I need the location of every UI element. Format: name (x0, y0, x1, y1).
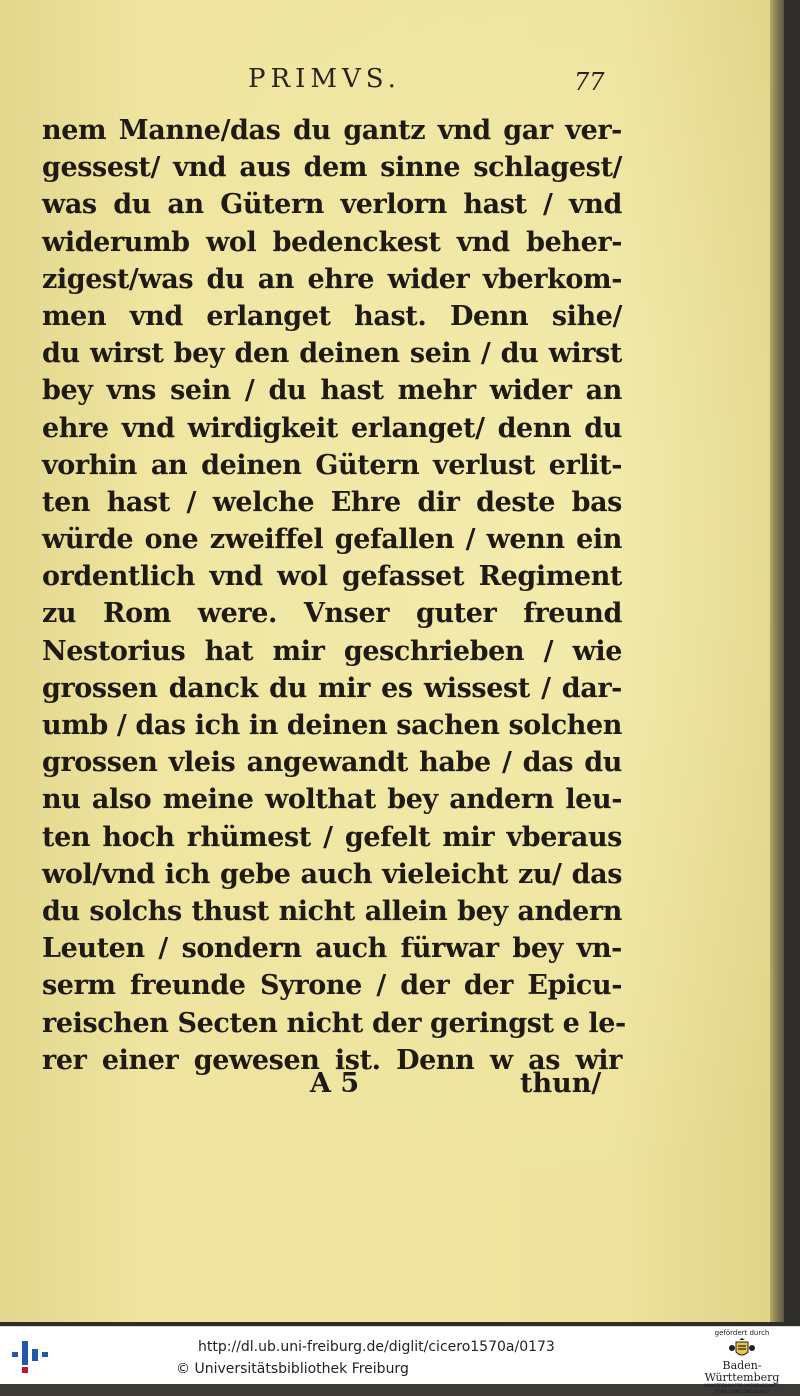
sponsor-badge[interactable] (690, 1329, 794, 1396)
sponsor-name: Baden-Württemberg (704, 1359, 780, 1384)
text-line: men vnd erlanget hast. Denn sihe/ (42, 300, 622, 332)
text-line: grossen danck du mir es wissest / dar- (42, 672, 622, 704)
permalink-url[interactable]: http://dl.ub.uni-freiburg.de/diglit/cicero1570a/0173 (198, 1339, 555, 1355)
text-line: würde one zweiffel gefallen / wenn ein (42, 524, 622, 556)
text-line: Nestorius hat mir geschrieben / wie (42, 635, 622, 667)
text-line: umb / das ich in deinen sachen solchen (42, 710, 622, 741)
ub-freiburg-logo-icon[interactable] (10, 1335, 52, 1375)
page-foot (0, 1068, 770, 1108)
text-line: nu also meine wolthat bey andern leu- (42, 784, 622, 816)
copyright-notice: © Universitätsbibliothek Freiburg (176, 1361, 409, 1377)
text-line: ten hoch rhümest / gefelt mir vberaus (42, 821, 622, 853)
page-edge (770, 0, 784, 1322)
page-number: 77 (574, 68, 605, 96)
text-line: du solchs thust nicht allein bey andern (42, 895, 622, 927)
text-line: serm freunde Syrone / der der Epicu- (42, 970, 622, 1002)
catchword: thun/ (520, 1068, 602, 1099)
page-header (0, 58, 770, 98)
text-line: widerumb wol bedenckest vnd beher- (42, 226, 622, 258)
text-line: ten hast / welche Ehre dir deste bas (42, 486, 622, 518)
text-line: reischen Secten nicht der geringst e le- (42, 1007, 626, 1039)
text-line: rer einer gewesen ist. Denn w as wir (42, 1044, 622, 1076)
text-line: was du an Gütern verlorn hast / vnd (42, 189, 622, 221)
signature-mark: A 5 (310, 1068, 360, 1099)
text-line: grossen vleis angewandt habe / das du (42, 747, 622, 779)
text-line: ehre vnd wirdigkeit erlanget/ denn du (42, 412, 622, 444)
text-line: du wirst bey den deinen sein / du wirst (42, 338, 622, 370)
baden-wuerttemberg-crest-icon (724, 1338, 760, 1360)
text-line: bey vns sein / du hast mehr wider an (42, 375, 622, 407)
text-line: ordentlich vnd wol gefasset Regiment (42, 561, 622, 593)
text-line: zigest/was du an ehre wider vberkom- (42, 263, 622, 295)
text-line: wol/vnd ich gebe auch vieleicht zu/ das (42, 858, 622, 890)
text-line: gessest/ vnd aus dem sinne schlagest/ (42, 152, 622, 184)
sponsor-subtitle: MINISTERIUM FÜR WISSENSCHAFT, FORSCHUNG UND KUNST (704, 1384, 780, 1395)
text-line: vorhin an deinen Gütern verlust erlit- (42, 449, 622, 481)
text-line: Leuten / sondern auch fürwar bey vn- (42, 933, 622, 965)
text-line: zu Rom were. Vnser guter freund (42, 598, 622, 630)
text-line: nem Manne/das du gantz vnd gar ver- (42, 115, 622, 146)
sponsor-label: gefördert durch (714, 1329, 770, 1337)
body-text (42, 112, 626, 1079)
running-head: PRIMVS. (248, 64, 401, 94)
viewer-footer (0, 1326, 800, 1395)
